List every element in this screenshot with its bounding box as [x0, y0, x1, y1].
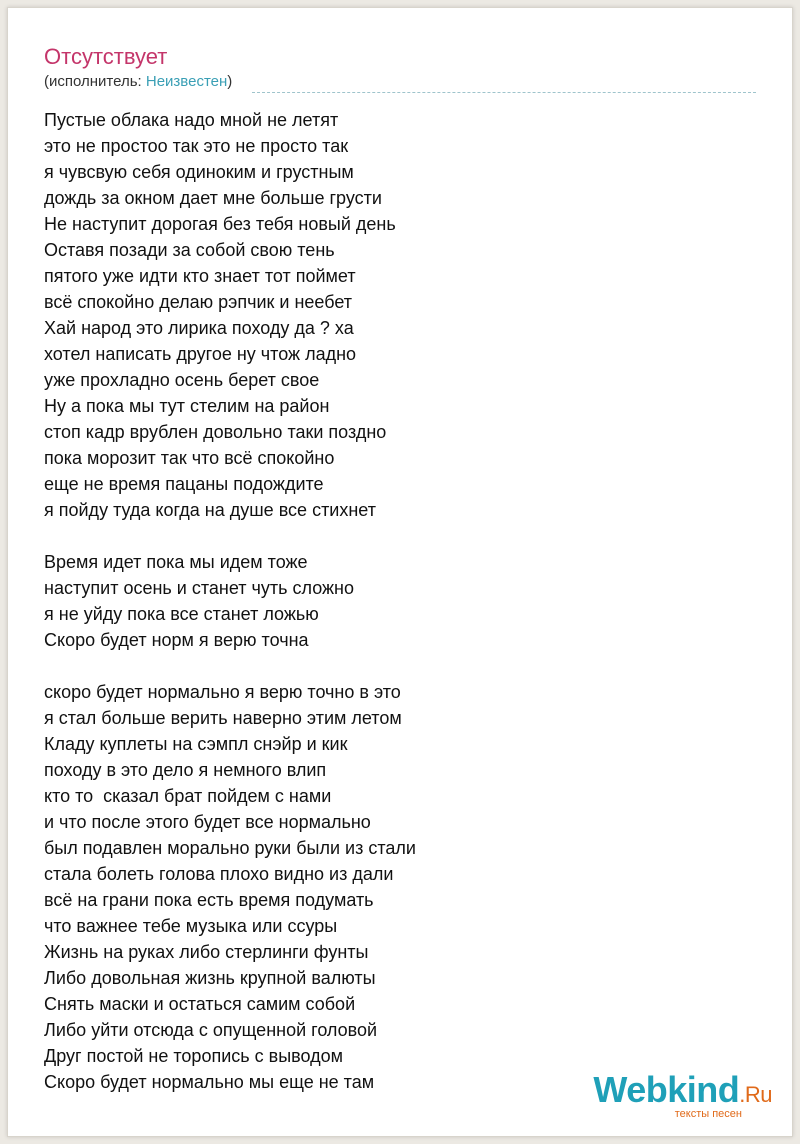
logo-suffix: .Ru — [739, 1082, 772, 1107]
lyrics-sheet — [7, 7, 793, 1137]
lyrics-stanza — [44, 549, 416, 653]
lyric-line: Либо уйти отсюда с опущенной головой — [44, 1020, 378, 1040]
lyric-line: Время идет пока мы идем тоже — [44, 552, 308, 572]
lyric-line: Скоро будет норм я верю точна — [44, 630, 309, 650]
lyric-line: Пустые облака надо мной не летят — [44, 110, 339, 130]
artist-suffix: ) — [227, 73, 233, 90]
lyric-line: я чувсвую себя одиноким и грустным — [44, 162, 354, 182]
lyric-line: всё на грани пока есть время подумать — [44, 890, 374, 910]
title-divider — [252, 92, 756, 93]
logo-tagline: тексты песен — [674, 1108, 742, 1120]
lyric-line: и что после этого будет все нормально — [44, 812, 371, 832]
lyric-line: наступит осень и станет чуть сложно — [44, 578, 354, 598]
lyric-line: Снять маски и остаться самим собой — [44, 994, 356, 1014]
lyric-line: Не наступит дорогая без тебя новый день — [44, 214, 396, 234]
logo-main: Webkind — [593, 1069, 740, 1110]
artist-line — [44, 72, 232, 92]
lyric-line: еще не время пацаны подождите — [44, 474, 324, 494]
lyric-line: Оставя позади за собой свою тень — [44, 240, 335, 260]
lyric-line: это не простоо так это не просто так — [44, 136, 349, 156]
lyric-line: что важнее тебе музыка или ссуры — [44, 916, 338, 936]
song-title: Отсутствует — [44, 44, 168, 69]
lyric-line: Ну а пока мы тут стелим на район — [44, 396, 330, 416]
lyric-line: я пойду туда когда на душе все стихнет — [44, 500, 376, 520]
lyric-line: Хай народ это лирика походу да ? ха — [44, 318, 354, 338]
site-logo[interactable] — [593, 1071, 772, 1120]
lyric-line: пятого уже идти кто знает тот поймет — [44, 266, 356, 286]
lyric-line: Жизнь на руках либо стерлинги фунты — [44, 942, 369, 962]
lyric-line: пока морозит так что всё спокойно — [44, 448, 335, 468]
lyric-line: всё спокойно делаю рэпчик и неебет — [44, 292, 352, 312]
artist-prefix: (исполнитель: — [44, 73, 146, 90]
lyrics-stanza — [44, 107, 416, 523]
lyric-line: уже прохладно осень берет свое — [44, 370, 320, 390]
lyric-line: Либо довольная жизнь крупной валюты — [44, 968, 376, 988]
lyric-line: был подавлен морально руки были из стали — [44, 838, 416, 858]
lyric-line: кто то сказал брат пойдем с нами — [44, 786, 332, 806]
lyric-line: скоро будет нормально я верю точно в это — [44, 682, 401, 702]
lyrics-body — [44, 107, 416, 1121]
lyric-line: стала болеть голова плохо видно из дали — [44, 864, 394, 884]
lyrics-stanza — [44, 679, 416, 1095]
lyric-line: походу в это дело я немного влип — [44, 760, 327, 780]
lyric-line: хотел написать другое ну чтож ладно — [44, 344, 357, 364]
artist-link[interactable]: Неизвестен — [145, 73, 228, 90]
lyric-line: дождь за окном дает мне больше грусти — [44, 188, 382, 208]
lyric-line: Друг постой не торопись с выводом — [44, 1046, 344, 1066]
lyric-line: Кладу куплеты на сэмпл снэйр и кик — [44, 734, 348, 754]
lyric-line: стоп кадр врублен довольно таки поздно — [44, 422, 387, 442]
lyric-line: Скоро будет нормально мы еще не там — [44, 1072, 375, 1092]
lyric-line: я стал больше верить наверно этим летом — [44, 708, 402, 728]
lyric-line: я не уйду пока все станет ложью — [44, 604, 319, 624]
